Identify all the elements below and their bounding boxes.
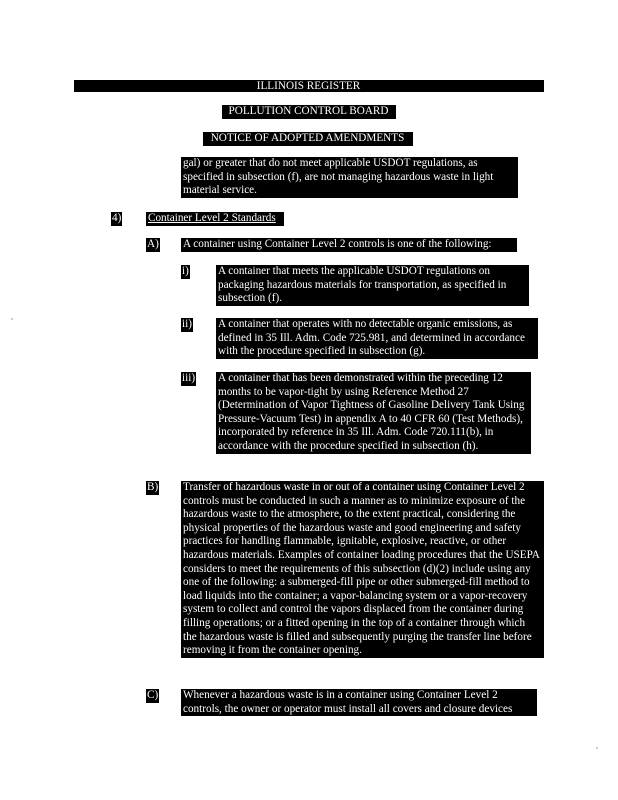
sub-i-label: i) (182, 265, 189, 277)
register-title: ILLINOIS REGISTER (256, 80, 361, 92)
section-4-label: 4) (112, 212, 122, 224)
register-header (74, 80, 544, 92)
section-4-title: Container Level 2 Standards (146, 212, 284, 226)
item-a-text: A container using Container Level 2 controls is one of the following: (181, 238, 517, 252)
item-a-label: A) (147, 238, 159, 250)
item-c-label: C) (147, 689, 159, 701)
item-c-text: Whenever a hazardous waste is in a container using Container Level 2 controls, the owner or operator must install all covers and closure devices (181, 689, 537, 716)
sub-ii-text: A container that operates with no detectable organic emissions, as defined in 35 Ill. Adm. Code 725.981, and determined in accordance with the procedure specified in subsection (g). (216, 318, 538, 359)
scan-speck (11, 318, 13, 320)
sub-iii-text: A container that has been demonstrated within the preceding 12 months to be vapor-tight by using Reference Method 27 (Determination of Vapor Tightness of Gasoline Delivery Tank Using Pressure-Vacuum Test) in appendix A to 40 CFR 60 (Test Methods), incorporated by reference in 35 Ill. Adm. Code 720.111(b), in accordance with the procedure specified in subsection (h). (216, 372, 531, 454)
notice-title: NOTICE OF ADOPTED AMENDMENTS (203, 132, 413, 146)
board-title: POLLUTION CONTROL BOARD (222, 105, 396, 119)
scan-speck (596, 747, 598, 749)
sub-ii-label: ii) (182, 318, 192, 330)
sub-i-text: A container that meets the applicable USDOT regulations on packaging hazardous materials for transportation, as specified in subsection (f). (216, 265, 529, 306)
continuation-paragraph: gal) or greater that do not meet applicable USDOT regulations, as specified in subsection (f), are not managing hazardous waste in light material service. (181, 157, 518, 198)
item-b-text: Transfer of hazardous waste in or out of a container using Container Level 2 controls must be conducted in such a manner as to minimize exposure of the hazardous waste to the atmosphere, to the extent practical, considering the physical properties of the hazardous waste and good engineering and safety practices for handling flammable, ignitable, explosive, reactive, or other hazardous materials. Examples of container loading procedures that the USEPA considers to meet the requirements of this subsection (d)(2) include using any one of the following: a submerged-fill pipe or other submerged-fill method to load liquids into the container; a vapor-balancing system or a vapor-recovery system to collect and control the vapors displaced from the container during filling operations; or a fitted opening in the top of a container through which the hazardous waste is filled and subsequently purging the transfer line before removing it from the container opening. (181, 481, 544, 658)
item-b-label: B) (147, 481, 159, 493)
sub-iii-label: iii) (182, 372, 196, 384)
